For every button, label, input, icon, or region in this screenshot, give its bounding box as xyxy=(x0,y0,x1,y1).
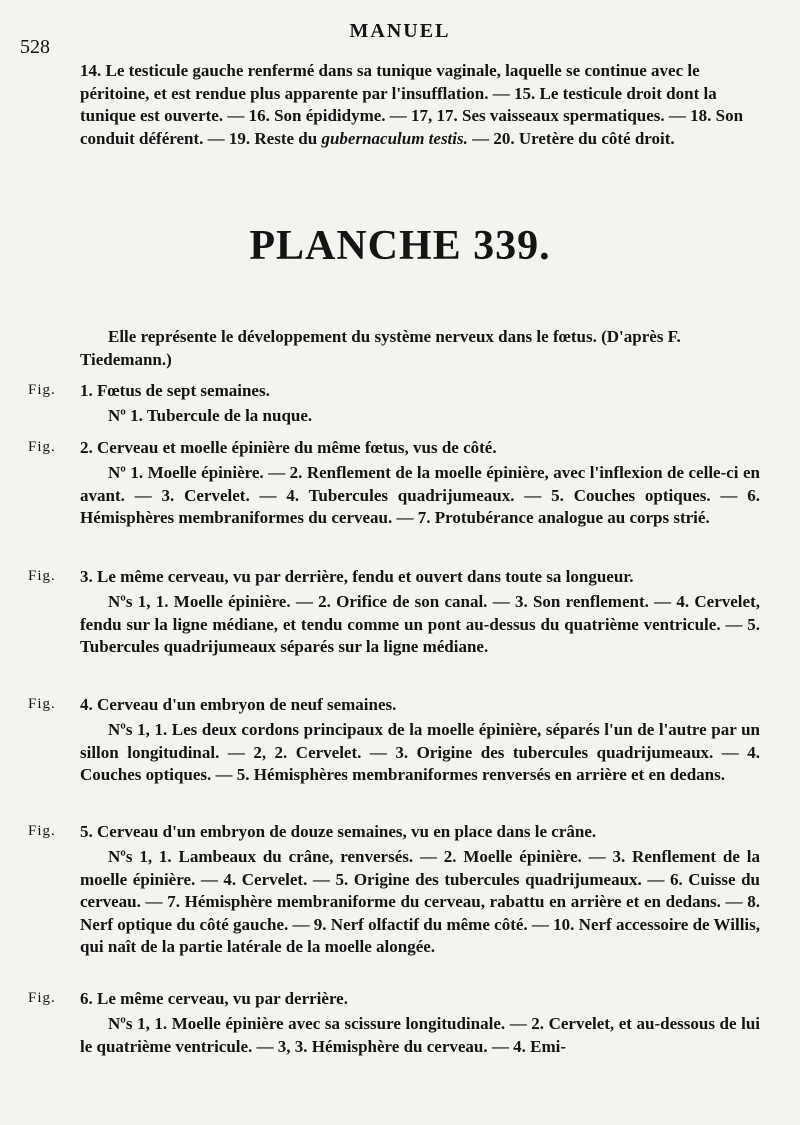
figure-title: 3. Le même cerveau, vu par derrière, fendu et ouvert dans toute sa longueur. xyxy=(80,567,634,586)
figure-title: 1. Fœtus de sept semaines. xyxy=(80,381,270,400)
figure-title: 4. Cerveau d'un embryon de neuf semaines. xyxy=(80,695,397,714)
figure-label: Fig. xyxy=(28,990,56,1006)
figure-label: Fig. xyxy=(28,382,56,398)
figure-description: Nºs 1, 1. Moelle épinière. — 2. Orifice de son canal. — 3. Son renflement. — 4. Cervelet, fendu sur la ligne médiane, et tendu comme un pont au-dessus du quatrième ventricule. — 5. Tubercules quadrijumeaux séparés sur la ligne médiane. xyxy=(80,592,760,656)
top-paragraph-italic: gubernaculum testis. xyxy=(321,128,468,148)
plate-intro: Elle représente le développement du système nerveux dans le fœtus. (D'après F. Tiedemann.) xyxy=(80,327,681,369)
figure-label: Fig. xyxy=(28,823,56,839)
top-paragraph-end: — 20. Uretère du côté droit. xyxy=(467,128,675,148)
figure-description: Nºs 1, 1. Moelle épinière avec sa scissure longitudinale. — 2. Cervelet, et au-dessous de lui le quatrième ventricule. — 3, 3. Hémisphère du cerveau. — 4. Emi- xyxy=(80,1014,760,1056)
figure-label: Fig. xyxy=(28,439,56,455)
figure-description: Nºs 1, 1. Les deux cordons principaux de la moelle épinière, séparés l'un de l'autre par un sillon longitudinal. — 2, 2. Cervelet. — 3. Origine des tubercules quadrijumeaux. — 4. Couches optiques. — 5. Hémisphères membraniformes renversés en arrière et en dedans. xyxy=(80,720,760,784)
figure-label: Fig. xyxy=(28,568,56,584)
figure-description: Nº 1. Tubercule de la nuque. xyxy=(108,406,313,425)
running-head: MANUEL xyxy=(349,20,451,42)
figure-description: Nº 1. Moelle épinière. — 2. Renflement de la moelle épinière, avec l'inflexion de celle-ci en avant. — 3. Cervelet. — 4. Tubercules quadrijumeaux. — 5. Couches optiques. — 6. Hémisphères membraniformes du cerveau. — 7. Protubérance analogue au corps strié. xyxy=(80,463,760,527)
top-paragraph xyxy=(80,60,760,150)
figure-title: 5. Cerveau d'un embryon de douze semaines, vu en place dans le crâne. xyxy=(80,822,597,841)
figure-title: 2. Cerveau et moelle épinière du même fœtus, vus de côté. xyxy=(80,438,497,457)
figure-description: Nºs 1, 1. Lambeaux du crâne, renversés. — 2. Moelle épinière. — 3. Renflement de la moelle épinière. — 4. Cervelet. — 5. Origine des tubercules quadrijumeaux. — 6. Cuisse du cerveau. — 7. Hémisphère membraniforme du cerveau, rabattu en arrière et en dedans. — 8. Nerf optique du côté gauche. — 9. Nerf olfactif du même côté. — 10. Nerf accessoire de Willis, qui naît de la partie latérale de la moelle alongée. xyxy=(80,847,760,956)
figure-label: Fig. xyxy=(28,696,56,712)
page-number: 528 xyxy=(20,36,50,58)
figure-title: 6. Le même cerveau, vu par derrière. xyxy=(80,989,348,1008)
top-paragraph-text: 14. Le testicule gauche renfermé dans sa tunique vaginale, laquelle se continue avec le péritoine, et est rendue plus apparente par l'insufflation. — 15. Le testicule droit dont la tunique est ouverte. — 16. Son épididyme. — 17, 17. Ses vaisseaux spermatiques. — 18. Son conduit déférent. — 19. Reste du xyxy=(80,61,744,148)
plate-title: PLANCHE 339. xyxy=(249,223,551,269)
